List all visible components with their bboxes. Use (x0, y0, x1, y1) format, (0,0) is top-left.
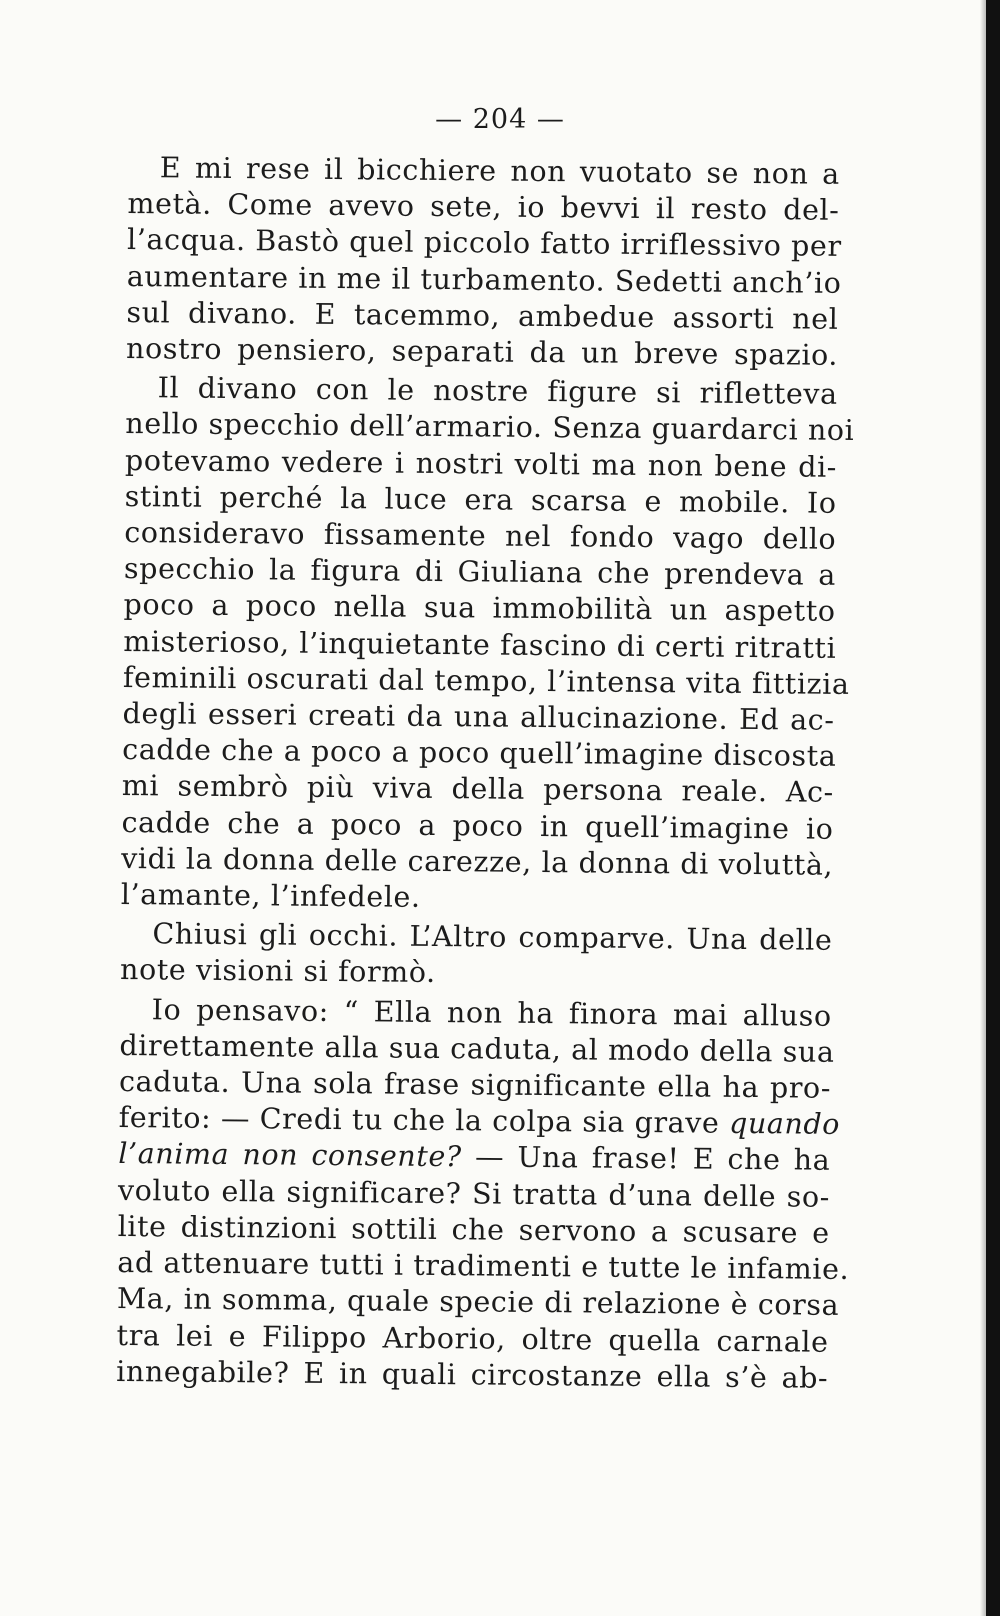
italic-text: l’anima non consente? (118, 1137, 462, 1174)
text-line: direttamente alla sua caduta, al modo della sua (119, 1028, 835, 1069)
text-line: l’acqua. Bastò quel piccolo fatto irriflessivo per (126, 223, 842, 264)
text-line: metà. Come avevo sete, io bevvi il resto del- (127, 187, 840, 228)
text-line: l’anima non consente? — Una frase! E che ha (118, 1137, 831, 1178)
text-line: mi sembrò più viva della persona reale. Ac- (121, 769, 835, 810)
text-line: Chiusi gli occhi. L’Altro comparve. Una delle (152, 917, 833, 958)
text-line: aumentare in me il turbamento. Sedetti anch’io (126, 259, 842, 300)
text-line: poco a poco nella sua immobilità un aspetto (123, 588, 836, 629)
text-line: vidi la donna delle carezze, la donna di voluttà, (121, 841, 834, 882)
text-line: nostro pensiero, separati da un breve spazio. (125, 332, 839, 372)
text-line: note visioni si formò. (119, 953, 436, 990)
text-line: ad attenuare tutti i tradimenti e tutte le infamie. (117, 1246, 850, 1287)
text-line: specchio la figura di Giuliana che prendeva a (123, 552, 837, 593)
text-line: Ma, in somma, quale specie di relazione è corsa (116, 1282, 840, 1323)
text-line: tra lei e Filippo Arborio, oltre quella carnale (116, 1318, 829, 1359)
text-line: misterioso, l’inquietante fascino di certi ritratti (123, 624, 837, 665)
text-line: cadde che a poco a poco quell’imagine discosta (122, 733, 837, 774)
text-line: Il divano con le nostre figure si rifletteva (157, 371, 838, 412)
text-line: sul divano. E tacemmo, ambedue assorti nel (126, 295, 839, 336)
page-number: — 204 — (435, 104, 565, 135)
text-line: consideravo fissamente nel fondo vago dello (124, 516, 837, 556)
italic-text: quando (728, 1107, 841, 1142)
text-line: lite distinzioni sottili che servono a scusare e (117, 1209, 830, 1250)
body-text (116, 150, 855, 1397)
text-line: l’amante, l’infedele. (120, 878, 421, 914)
text-line: Io pensavo: “ Ella non ha finora mai alluso (151, 992, 832, 1033)
text-line: innegabile? E in quali circostanze ella s’è ab- (116, 1354, 829, 1395)
text-line: voluto ella significare? Si tratta d’una delle so- (117, 1173, 831, 1214)
text-line: feminili oscurati dal tempo, l’intensa vita fittizia (122, 660, 850, 701)
text-line: stinti perché la luce era scarsa e mobile. Io (124, 479, 837, 520)
text-line: E mi rese il bicchiere non vuotato se non a (159, 151, 840, 191)
text-line: caduta. Una sola frase significante ella ha pro- (118, 1065, 832, 1105)
text-line: cadde che a poco a poco in quell’imagine io (121, 805, 834, 846)
text-line: potevamo vedere i nostri volti ma non bene di- (124, 443, 838, 484)
text-line: nello specchio dell’armario. Senza guardarci noi (125, 407, 855, 448)
text-line: ferito: — Credi tu che la colpa sia grave quando (118, 1101, 841, 1142)
text-line: degli esseri creati da una allucinazione. Ed ac- (122, 697, 835, 737)
binding-edge (986, 0, 1000, 1616)
